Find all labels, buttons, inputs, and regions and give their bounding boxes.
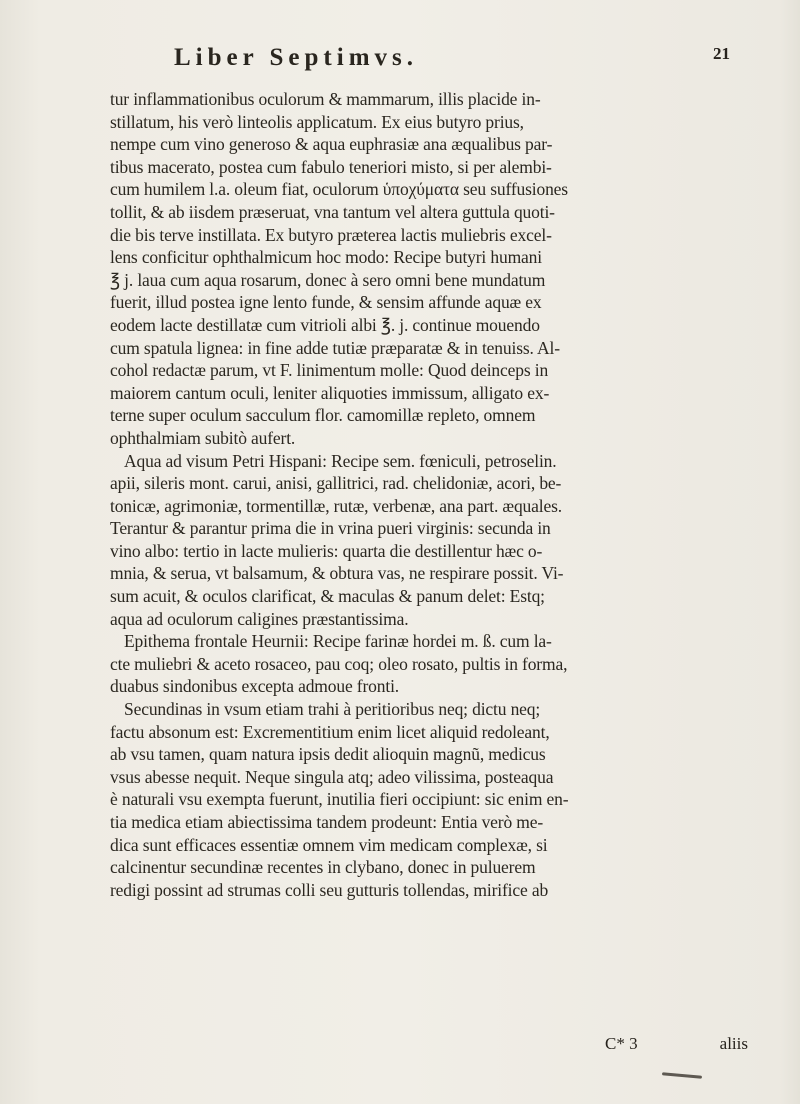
text-line: ℥ j. laua cum aqua rosarum, donec à sero omni bene mundatum: [110, 269, 546, 290]
text-line: lens conficitur ophthalmicum hoc modo: Recipe butyri humani: [110, 247, 542, 268]
body-text: [110, 88, 760, 901]
text-line: sum acuit, & oculos clarificat, & maculas & panum delet: Estq;: [110, 586, 545, 607]
text-line: Terantur & parantur prima die in vrina pueri virginis: secunda in: [110, 518, 551, 539]
text-line: duabus sindonibus excepta admoue fronti.: [110, 676, 400, 697]
text-line: vino albo: tertio in lacte mulieris: quarta die destillentur hæc o-: [110, 540, 543, 561]
signature-mark: C* 3: [605, 1034, 638, 1053]
text-line: tur inflammationibus oculorum & mammarum, illis placide in-: [110, 89, 541, 109]
text-line: cohol redactæ parum, vt F. linimentum molle: Quod deinceps in: [110, 360, 549, 381]
text-line: dica sunt efficaces essentiæ omnem vim medicam complexæ, si: [110, 834, 548, 855]
text-line: apii, sileris mont. carui, anisi, gallitrici, rad. chelidoniæ, acori, be-: [110, 473, 562, 494]
text-line: tibus macerato, postea cum fabulo teneriori misto, si per alembi-: [110, 156, 552, 177]
text-line: è naturali vsu exempta fuerunt, inutilia fieri occipiunt: sic enim en-: [110, 789, 569, 810]
page-footer: [110, 1034, 760, 1058]
text-line: ophthalmiam subitò aufert.: [110, 427, 296, 448]
text-line-paragraph-start: Aqua ad visum Petri Hispani: Recipe sem. fœniculi, petroselin.: [124, 450, 557, 471]
text-line: fuerit, illud postea igne lento funde, & sensim affunde aquæ ex: [110, 292, 542, 313]
running-head: Liber Septimvs.: [174, 44, 418, 71]
text-line: cte muliebri & aceto rosaceo, pau coq; oleo rosato, pultis in forma,: [110, 653, 568, 674]
text-line: eodem lacte destillatæ cum vitrioli albi ℥. j. continue mouendo: [110, 314, 540, 335]
catchword: aliis: [719, 1034, 748, 1053]
text-line: cum spatula lignea: in fine adde tutiæ præparatæ & in tenuiss. Al-: [110, 337, 560, 358]
text-line: stillatum, his verò linteolis applicatum. Ex eius butyro prius,: [110, 111, 524, 132]
page-number: 21: [713, 44, 730, 63]
text-line: tia medica etiam abiectissima tandem prodeunt: Entia verò me-: [110, 812, 544, 832]
text-line: redigi possint ad strumas colli seu gutturis tollendas, mirifice ab: [110, 879, 549, 900]
page-header: [174, 40, 734, 80]
text-line: ab vsu tamen, quam natura ipsis dedit alioquin magnũ, medicus: [110, 744, 546, 765]
text-line: terne super oculum sacculum flor. camomillæ repleto, omnem: [110, 405, 536, 426]
text-line: cum humilem l.a. oleum fiat, oculorum ὑποχύματα seu suffusiones: [110, 179, 568, 200]
text-line: tonicæ, agrimoniæ, tormentillæ, rutæ, verbenæ, ana part. æquales.: [110, 495, 562, 516]
text-line: aqua ad oculorum caligines præstantissima.: [110, 608, 409, 629]
text-line-paragraph-start: Secundinas in vsum etiam trahi à peritioribus neq; dictu neq;: [124, 699, 541, 720]
ink-stroke-mark: [662, 1072, 702, 1078]
text-line: mnia, & serua, vt balsamum, & obtura vas, ne respirare possit. Vi-: [110, 563, 564, 584]
text-line: tollit, & ab iisdem præseruat, vna tantum vel altera guttula quoti-: [110, 201, 555, 222]
text-line: factu absonum est: Excrementitium enim licet aliquid redoleant,: [110, 721, 550, 742]
text-line: nempe cum vino generoso & aqua euphrasiæ ana æqualibus par-: [110, 134, 553, 155]
text-line: vsus abesse nequit. Neque singula atq; adeo vilissima, posteaqua: [110, 766, 554, 787]
text-line-paragraph-start: Epithema frontale Heurnii: Recipe farinæ hordei m. ß. cum la-: [124, 631, 552, 652]
text-line: calcinentur secundinæ recentes in clybano, donec in puluerem: [110, 857, 536, 878]
text-line: die bis terve instillata. Ex butyro præterea lactis muliebris excel-: [110, 224, 552, 245]
text-line: maiorem cantum oculi, leniter aliquoties immissum, alligato ex-: [110, 382, 550, 403]
